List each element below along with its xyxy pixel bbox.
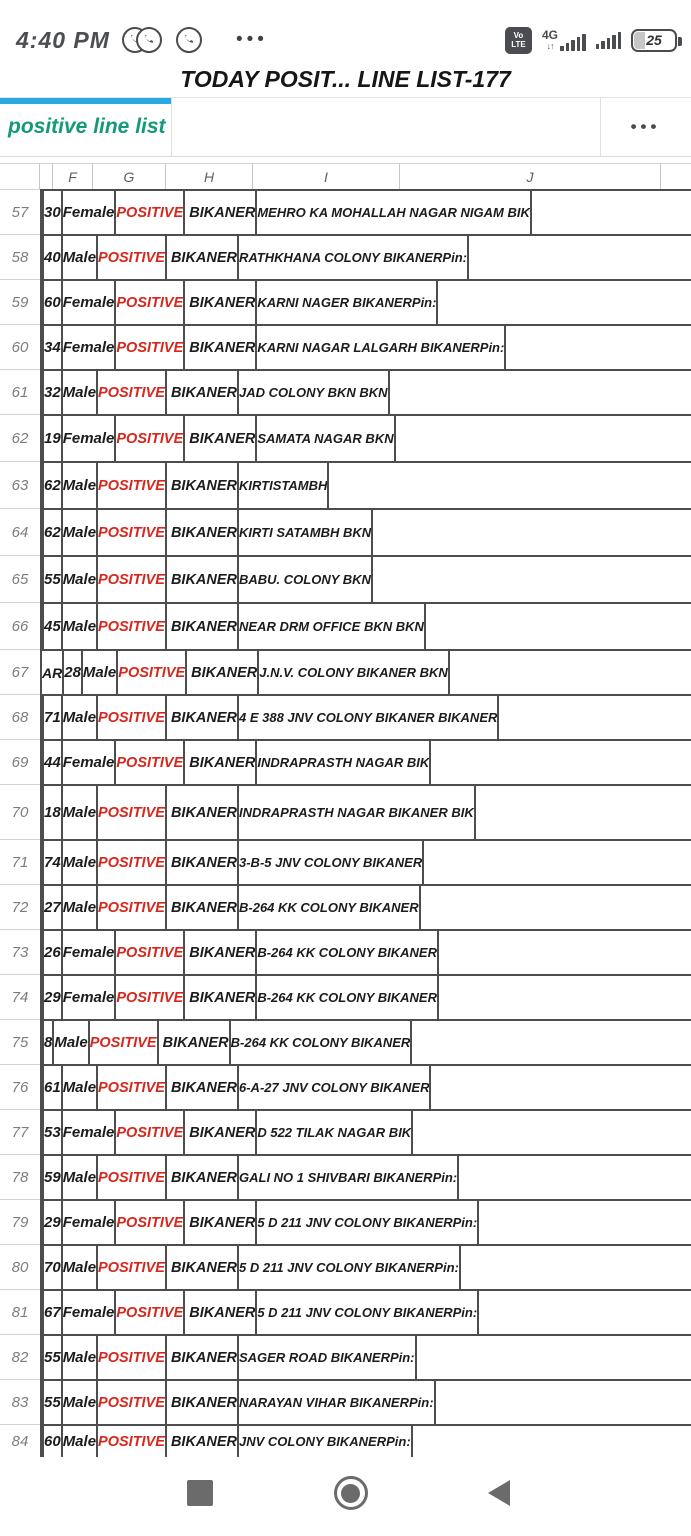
table-row bbox=[0, 1109, 691, 1154]
cell-age[interactable]: 30 bbox=[44, 191, 63, 234]
cell-district[interactable]: BIKANER bbox=[185, 416, 257, 461]
cell-district[interactable]: BIKANER bbox=[167, 1066, 239, 1109]
row-cells bbox=[40, 839, 691, 884]
row-number[interactable]: 67 bbox=[0, 649, 40, 694]
row-cells bbox=[40, 1109, 691, 1154]
cell-address[interactable]: MEHRO KA MOHALLAH NAGAR NIGAM BIK bbox=[257, 191, 532, 234]
row-number[interactable]: 66 bbox=[0, 602, 40, 649]
table-row bbox=[0, 974, 691, 1019]
row-cells bbox=[40, 461, 691, 508]
cell-result[interactable]: POSITIVE bbox=[118, 651, 187, 694]
cell-age[interactable]: 44 bbox=[44, 741, 63, 784]
cell-address[interactable]: B-264 KK COLONY BIKANER bbox=[257, 931, 439, 974]
row-cells bbox=[40, 1424, 691, 1457]
row-cells bbox=[40, 784, 691, 839]
table-row bbox=[0, 324, 691, 369]
cell-age[interactable]: 59 bbox=[44, 1156, 63, 1199]
network-type-label: 4G bbox=[541, 27, 558, 42]
table-row bbox=[0, 234, 691, 279]
row-cells bbox=[40, 1199, 691, 1244]
notification-overflow-dots: ••• bbox=[235, 29, 268, 50]
battery-fill bbox=[634, 32, 645, 49]
table-row bbox=[0, 784, 691, 839]
status-bar bbox=[0, 0, 691, 66]
cell-district[interactable]: BIKANER bbox=[167, 236, 239, 279]
cell-result[interactable]: POSITIVE bbox=[98, 1336, 167, 1379]
cell-address[interactable]: INDRAPRASTH NAGAR BIK bbox=[257, 741, 431, 784]
battery-nub bbox=[678, 37, 682, 46]
row-number[interactable]: 73 bbox=[0, 929, 40, 974]
table-row bbox=[0, 1424, 691, 1457]
row-number[interactable]: 65 bbox=[0, 555, 40, 602]
cell-result[interactable]: POSITIVE bbox=[116, 326, 185, 369]
row-cells bbox=[40, 649, 691, 694]
cell-address[interactable]: 4 E 388 JNV COLONY BIKANER BIKANER bbox=[239, 696, 499, 739]
document-title: TODAY POSIT... LINE LIST-177 bbox=[180, 66, 511, 92]
cell-address[interactable]: KARNI NAGAR LALGARH BIKANERPin: bbox=[257, 326, 506, 369]
cell-result[interactable]: POSITIVE bbox=[116, 1291, 185, 1334]
cell-address[interactable]: KARNI NAGER BIKANERPin: bbox=[257, 281, 438, 324]
row-cells bbox=[40, 555, 691, 602]
cell-gender[interactable]: Female bbox=[63, 931, 117, 974]
recents-button[interactable] bbox=[187, 1480, 213, 1506]
cell-gender[interactable]: Female bbox=[63, 191, 117, 234]
cell-result[interactable]: POSITIVE bbox=[98, 886, 167, 929]
row-number[interactable]: 70 bbox=[0, 784, 40, 839]
cell-age[interactable]: 60 bbox=[44, 1426, 63, 1457]
cell-gender[interactable]: Male bbox=[63, 557, 98, 602]
cell-address[interactable]: 5 D 211 JNV COLONY BIKANERPin: bbox=[257, 1291, 479, 1334]
cell-district[interactable]: BIKANER bbox=[167, 557, 239, 602]
cell-age[interactable]: 62 bbox=[44, 510, 63, 555]
signal-sim2-icon bbox=[596, 32, 622, 49]
cell-result[interactable]: POSITIVE bbox=[90, 1021, 159, 1064]
cell-result[interactable]: POSITIVE bbox=[98, 557, 167, 602]
column-header-i[interactable]: I bbox=[253, 163, 400, 189]
row-number[interactable]: 64 bbox=[0, 508, 40, 555]
cell-district[interactable]: BIKANER bbox=[167, 510, 239, 555]
cell-gender[interactable]: Female bbox=[63, 281, 117, 324]
row-cells bbox=[40, 279, 691, 324]
cell-age[interactable]: 61 bbox=[44, 1066, 63, 1109]
cell-age[interactable]: 26 bbox=[44, 931, 63, 974]
row-cells bbox=[40, 694, 691, 739]
ellipsis-icon: ••• bbox=[630, 117, 661, 136]
cell-age[interactable]: 29 bbox=[44, 976, 63, 1019]
row-number[interactable]: 83 bbox=[0, 1379, 40, 1424]
cell-gender[interactable]: Female bbox=[63, 416, 117, 461]
cell-result[interactable]: POSITIVE bbox=[116, 1201, 185, 1244]
cell-age[interactable]: 55 bbox=[44, 1336, 63, 1379]
cell-address[interactable]: NEAR DRM OFFICE BKN BKN bbox=[239, 604, 426, 649]
column-header-j[interactable]: J bbox=[400, 163, 661, 189]
cell-district[interactable]: BIKANER bbox=[187, 651, 259, 694]
cell-gender[interactable]: Male bbox=[63, 236, 98, 279]
cell-address[interactable]: D 522 TILAK NAGAR BIK bbox=[257, 1111, 413, 1154]
cell-age[interactable]: 67 bbox=[44, 1291, 63, 1334]
row-cells bbox=[40, 739, 691, 784]
row-number[interactable]: 71 bbox=[0, 839, 40, 884]
sheet-tab-bar bbox=[0, 97, 691, 157]
row-cells bbox=[40, 602, 691, 649]
battery-percent: 25 bbox=[646, 32, 662, 48]
row-number[interactable]: 78 bbox=[0, 1154, 40, 1199]
cell-age[interactable]: 71 bbox=[44, 696, 63, 739]
cell-gender[interactable]: Male bbox=[63, 463, 98, 508]
row-number[interactable]: 75 bbox=[0, 1019, 40, 1064]
cell-address[interactable]: INDRAPRASTH NAGAR BIKANER BIK bbox=[239, 786, 476, 839]
row-number[interactable]: 57 bbox=[0, 189, 40, 234]
cell-result[interactable]: POSITIVE bbox=[116, 1111, 185, 1154]
row-number[interactable]: 76 bbox=[0, 1064, 40, 1109]
cell-district[interactable]: BIKANER bbox=[185, 1111, 257, 1154]
row-number[interactable]: 59 bbox=[0, 279, 40, 324]
table-row bbox=[0, 1154, 691, 1199]
cell-age[interactable]: 40 bbox=[44, 236, 63, 279]
cell-result[interactable]: POSITIVE bbox=[98, 236, 167, 279]
home-button[interactable] bbox=[334, 1476, 368, 1510]
cell-result[interactable]: POSITIVE bbox=[98, 786, 167, 839]
row-number[interactable]: 60 bbox=[0, 324, 40, 369]
row-number[interactable]: 79 bbox=[0, 1199, 40, 1244]
row-number[interactable]: 61 bbox=[0, 369, 40, 414]
cell-age[interactable]: 19 bbox=[44, 416, 63, 461]
row-cells bbox=[40, 508, 691, 555]
cell-district[interactable]: BIKANER bbox=[185, 741, 257, 784]
tab-positive-line-list[interactable] bbox=[0, 98, 172, 156]
cell-address[interactable]: GALI NO 1 SHIVBARI BIKANERPin: bbox=[239, 1156, 459, 1199]
cell-district[interactable]: BIKANER bbox=[167, 786, 239, 839]
row-cells bbox=[40, 1379, 691, 1424]
cell-address[interactable]: BABU. COLONY BKN bbox=[239, 557, 373, 602]
column-header-g[interactable]: G bbox=[93, 163, 166, 189]
cell-gender[interactable]: Female bbox=[63, 976, 117, 1019]
row-cells bbox=[40, 1064, 691, 1109]
cell-age[interactable]: 55 bbox=[44, 557, 63, 602]
table-row bbox=[0, 602, 691, 649]
table-row bbox=[0, 1244, 691, 1289]
row-cells bbox=[40, 1019, 691, 1064]
cell-district[interactable]: BIKANER bbox=[167, 463, 239, 508]
cell-age[interactable]: 8 bbox=[44, 1021, 54, 1064]
cell-result[interactable]: POSITIVE bbox=[98, 696, 167, 739]
cell-gender[interactable]: Female bbox=[63, 1291, 117, 1334]
cell-district[interactable]: BIKANER bbox=[167, 886, 239, 929]
cell-result[interactable]: POSITIVE bbox=[98, 1381, 167, 1424]
row-cells bbox=[40, 974, 691, 1019]
cell-district[interactable]: BIKANER bbox=[185, 1201, 257, 1244]
cell-address[interactable]: 5 D 211 JNV COLONY BIKANERPin: bbox=[239, 1246, 461, 1289]
volte-badge bbox=[505, 27, 532, 54]
row-number[interactable]: 82 bbox=[0, 1334, 40, 1379]
cell-address[interactable]: RATHKHANA COLONY BIKANERPin: bbox=[239, 236, 469, 279]
row-cells bbox=[40, 189, 691, 234]
cell-gender[interactable]: Male bbox=[63, 696, 98, 739]
cell-district[interactable]: BIKANER bbox=[185, 326, 257, 369]
cell-address[interactable]: J.N.V. COLONY BIKANER BKN bbox=[259, 651, 450, 694]
cell-e[interactable]: AR bbox=[40, 651, 64, 694]
cell-district[interactable]: BIKANER bbox=[167, 696, 239, 739]
cell-result[interactable]: POSITIVE bbox=[116, 191, 185, 234]
cell-address[interactable]: 3-B-5 JNV COLONY BIKANER bbox=[239, 841, 424, 884]
row-cells bbox=[40, 369, 691, 414]
sheet-grid bbox=[0, 189, 691, 1457]
cell-district[interactable]: BIKANER bbox=[167, 1381, 239, 1424]
signal-sim1-icon bbox=[541, 27, 586, 51]
row-cells bbox=[40, 414, 691, 461]
table-row bbox=[0, 929, 691, 974]
cell-address[interactable]: B-264 KK COLONY BIKANER bbox=[239, 886, 421, 929]
cell-address[interactable]: B-264 KK COLONY BIKANER bbox=[257, 976, 439, 1019]
column-header-e[interactable] bbox=[40, 163, 53, 189]
table-row bbox=[0, 1064, 691, 1109]
cell-district[interactable]: BIKANER bbox=[185, 976, 257, 1019]
cell-district[interactable]: BIKANER bbox=[185, 1291, 257, 1334]
row-cells bbox=[40, 1154, 691, 1199]
column-header-f[interactable]: F bbox=[53, 163, 93, 189]
row-cells bbox=[40, 324, 691, 369]
spreadsheet bbox=[0, 157, 691, 1457]
table-row bbox=[0, 1199, 691, 1244]
cell-result[interactable]: POSITIVE bbox=[98, 604, 167, 649]
cell-district[interactable]: BIKANER bbox=[185, 191, 257, 234]
table-row bbox=[0, 1289, 691, 1334]
row-number[interactable]: 68 bbox=[0, 694, 40, 739]
cell-gender[interactable]: Male bbox=[63, 1426, 98, 1457]
cell-gender[interactable]: Female bbox=[63, 326, 117, 369]
cell-gender[interactable]: Male bbox=[63, 1066, 98, 1109]
column-header-row bbox=[0, 157, 691, 189]
cell-age[interactable]: 29 bbox=[44, 1201, 63, 1244]
active-tab-indicator bbox=[0, 98, 171, 104]
row-number[interactable]: 58 bbox=[0, 234, 40, 279]
cell-address[interactable]: JNV COLONY BIKANERPin: bbox=[239, 1426, 413, 1457]
clock: 4:40 PM bbox=[16, 26, 110, 53]
cell-result[interactable]: POSITIVE bbox=[98, 510, 167, 555]
cell-age[interactable]: 70 bbox=[44, 1246, 63, 1289]
cell-district[interactable]: BIKANER bbox=[167, 1156, 239, 1199]
row-cells bbox=[40, 1334, 691, 1379]
cell-age[interactable]: 34 bbox=[44, 326, 63, 369]
cell-gender[interactable]: Female bbox=[63, 1201, 117, 1244]
cell-result[interactable]: POSITIVE bbox=[98, 1156, 167, 1199]
table-row bbox=[0, 1379, 691, 1424]
table-row bbox=[0, 694, 691, 739]
table-row bbox=[0, 461, 691, 508]
cell-result[interactable]: POSITIVE bbox=[116, 931, 185, 974]
table-row bbox=[0, 189, 691, 234]
cell-district[interactable]: BIKANER bbox=[167, 604, 239, 649]
cell-result[interactable]: POSITIVE bbox=[98, 841, 167, 884]
cell-gender[interactable]: Male bbox=[83, 651, 118, 694]
whatsapp-icon bbox=[176, 27, 202, 53]
cell-result[interactable]: POSITIVE bbox=[116, 741, 185, 784]
cell-gender[interactable]: Male bbox=[63, 371, 98, 414]
table-row bbox=[0, 1334, 691, 1379]
cell-result[interactable]: POSITIVE bbox=[98, 1066, 167, 1109]
cell-address[interactable]: SAGER ROAD BIKANERPin: bbox=[239, 1336, 417, 1379]
row-number[interactable]: 84 bbox=[0, 1424, 40, 1457]
cell-result[interactable]: POSITIVE bbox=[98, 1426, 167, 1457]
volte-text: LTE bbox=[511, 40, 526, 49]
cell-age[interactable]: 55 bbox=[44, 1381, 63, 1424]
row-cells bbox=[40, 929, 691, 974]
cell-gender[interactable]: Female bbox=[63, 1111, 117, 1154]
cell-district[interactable]: BIKANER bbox=[167, 371, 239, 414]
cell-district[interactable]: BIKANER bbox=[167, 1336, 239, 1379]
cell-result[interactable]: POSITIVE bbox=[116, 976, 185, 1019]
row-cells bbox=[40, 1244, 691, 1289]
cell-district[interactable]: BIKANER bbox=[185, 281, 257, 324]
sheet-menu-button[interactable] bbox=[600, 98, 691, 156]
table-row bbox=[0, 369, 691, 414]
data-activity-arrows-icon: ↓↑ bbox=[546, 40, 554, 51]
cell-age[interactable]: 74 bbox=[44, 841, 63, 884]
whatsapp-icon bbox=[136, 27, 162, 53]
row-number[interactable]: 74 bbox=[0, 974, 40, 1019]
row-cells bbox=[40, 884, 691, 929]
android-nav-bar bbox=[0, 1457, 691, 1535]
cell-address[interactable]: JAD COLONY BKN BKN bbox=[239, 371, 390, 414]
row-number[interactable]: 77 bbox=[0, 1109, 40, 1154]
column-header-h[interactable]: H bbox=[166, 163, 253, 189]
cell-age[interactable]: 28 bbox=[64, 651, 83, 694]
cell-gender[interactable]: Female bbox=[63, 741, 117, 784]
cell-age[interactable]: 18 bbox=[44, 786, 63, 839]
row-number[interactable]: 69 bbox=[0, 739, 40, 784]
table-row bbox=[0, 1019, 691, 1064]
cell-address[interactable]: NARAYAN VIHAR BIKANERPin: bbox=[239, 1381, 436, 1424]
cell-age[interactable]: 53 bbox=[44, 1111, 63, 1154]
cell-result[interactable]: POSITIVE bbox=[98, 1246, 167, 1289]
cell-district[interactable]: BIKANER bbox=[159, 1021, 231, 1064]
cell-age[interactable]: 32 bbox=[44, 371, 63, 414]
cell-result[interactable]: POSITIVE bbox=[116, 416, 185, 461]
table-row bbox=[0, 279, 691, 324]
cell-address[interactable]: KIRTISTAMBH bbox=[239, 463, 329, 508]
row-number[interactable]: 80 bbox=[0, 1244, 40, 1289]
cell-gender[interactable]: Male bbox=[63, 1246, 98, 1289]
table-row bbox=[0, 508, 691, 555]
cell-address[interactable]: 5 D 211 JNV COLONY BIKANERPin: bbox=[257, 1201, 479, 1244]
row-cells bbox=[40, 234, 691, 279]
cell-gender[interactable]: Male bbox=[63, 1336, 98, 1379]
cell-address[interactable]: SAMATA NAGAR BKN bbox=[257, 416, 395, 461]
cell-district[interactable]: BIKANER bbox=[167, 1246, 239, 1289]
cell-address[interactable]: B-264 KK COLONY BIKANER bbox=[231, 1021, 413, 1064]
table-row bbox=[0, 739, 691, 784]
back-button[interactable] bbox=[488, 1480, 510, 1506]
row-number[interactable]: 72 bbox=[0, 884, 40, 929]
table-row bbox=[0, 649, 691, 694]
cell-result[interactable]: POSITIVE bbox=[98, 371, 167, 414]
cell-district[interactable]: BIKANER bbox=[167, 841, 239, 884]
column-header-k[interactable] bbox=[661, 163, 691, 189]
battery-icon bbox=[631, 29, 677, 52]
cell-address[interactable]: KIRTI SATAMBH BKN bbox=[239, 510, 373, 555]
volte-text: Vo bbox=[513, 31, 524, 40]
cell-gender[interactable]: Male bbox=[63, 886, 98, 929]
table-row bbox=[0, 884, 691, 929]
cell-result[interactable]: POSITIVE bbox=[98, 463, 167, 508]
active-tab-label: positive line list bbox=[8, 115, 166, 138]
row-number[interactable]: 62 bbox=[0, 414, 40, 461]
cell-gender[interactable]: Male bbox=[63, 510, 98, 555]
row-number[interactable]: 63 bbox=[0, 461, 40, 508]
cell-district[interactable]: BIKANER bbox=[167, 1426, 239, 1457]
cell-gender[interactable]: Male bbox=[63, 1156, 98, 1199]
cell-age[interactable]: 60 bbox=[44, 281, 63, 324]
notification-icons bbox=[122, 27, 162, 53]
column-header-corner[interactable] bbox=[0, 163, 40, 189]
row-number[interactable]: 81 bbox=[0, 1289, 40, 1334]
cell-gender[interactable]: Male bbox=[54, 1021, 89, 1064]
cell-address[interactable]: 6-A-27 JNV COLONY BIKANER bbox=[239, 1066, 431, 1109]
cell-result[interactable]: POSITIVE bbox=[116, 281, 185, 324]
table-row bbox=[0, 839, 691, 884]
table-row bbox=[0, 555, 691, 602]
row-cells bbox=[40, 1289, 691, 1334]
cell-district[interactable]: BIKANER bbox=[185, 931, 257, 974]
cell-age[interactable]: 62 bbox=[44, 463, 63, 508]
cell-gender[interactable]: Male bbox=[63, 786, 98, 839]
cell-age[interactable]: 45 bbox=[44, 604, 63, 649]
table-row bbox=[0, 414, 691, 461]
cell-gender[interactable]: Male bbox=[63, 604, 98, 649]
cell-age[interactable]: 27 bbox=[44, 886, 63, 929]
cell-gender[interactable]: Male bbox=[63, 841, 98, 884]
cell-gender[interactable]: Male bbox=[63, 1381, 98, 1424]
